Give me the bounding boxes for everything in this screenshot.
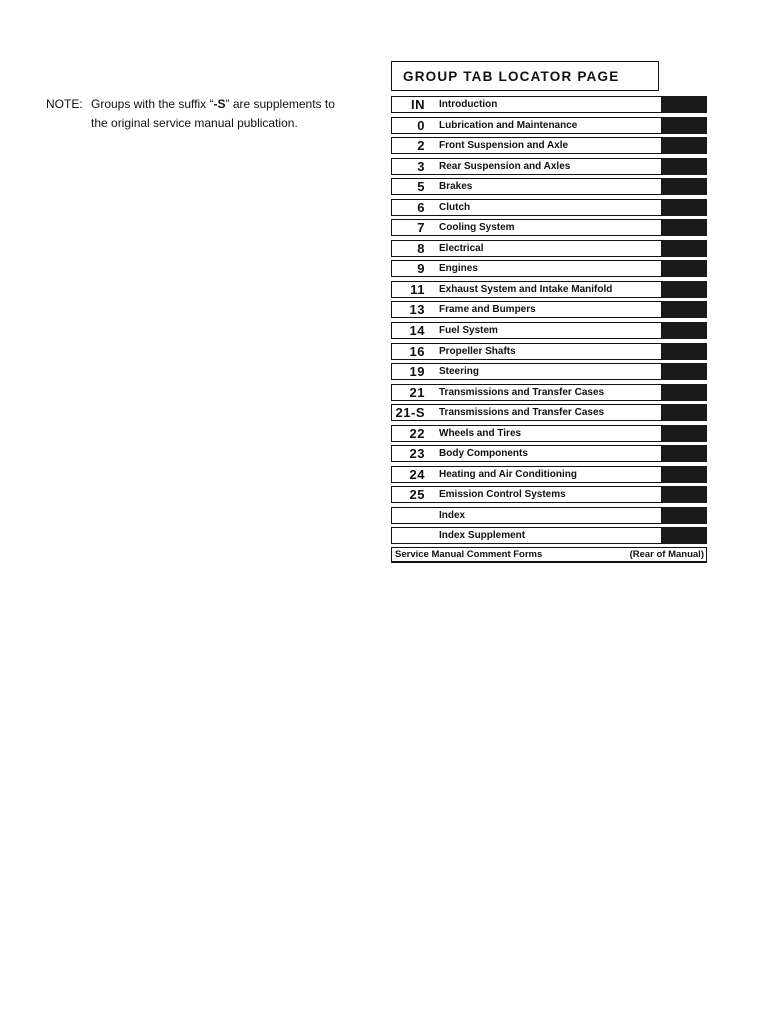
supplement-note	[46, 95, 362, 133]
tab-group-number: 0	[417, 117, 425, 133]
tab-group-name: Front Suspension and Axle	[439, 140, 569, 152]
tab-marker[interactable]	[662, 466, 707, 483]
tab-marker[interactable]	[662, 322, 707, 339]
tab-entry[interactable]	[391, 260, 662, 277]
tab-marker[interactable]	[662, 384, 707, 401]
comment-forms-location: (Rear of Manual)	[629, 549, 704, 561]
tab-entry[interactable]	[391, 322, 662, 339]
tab-entry[interactable]	[391, 281, 662, 298]
tab-row[interactable]	[391, 117, 707, 134]
tab-group-number: 2	[417, 138, 425, 154]
note-word-groups	[91, 95, 335, 114]
note-line-1	[46, 95, 362, 114]
tab-marker[interactable]	[662, 219, 707, 236]
tab-marker[interactable]	[662, 363, 707, 380]
tab-entry[interactable]	[391, 445, 662, 462]
tab-marker[interactable]	[662, 137, 707, 154]
tab-list	[391, 96, 707, 544]
tab-marker[interactable]	[662, 343, 707, 360]
tab-row[interactable]	[391, 137, 707, 154]
tab-row[interactable]	[391, 425, 707, 442]
tab-marker[interactable]	[662, 425, 707, 442]
note-label: NOTE:	[46, 97, 83, 111]
tab-group-name: Engines	[439, 263, 478, 275]
tab-group-number: 6	[417, 199, 425, 215]
tab-group-number: 25	[409, 487, 425, 503]
tab-row[interactable]	[391, 96, 707, 113]
note-text-after: ” are supplements to	[225, 97, 335, 111]
note-text-before: Groups with the suffix “	[91, 97, 214, 111]
tab-entry[interactable]	[391, 117, 662, 134]
tab-entry[interactable]	[391, 527, 662, 544]
tab-group-number: 19	[409, 364, 425, 380]
tab-row[interactable]	[391, 445, 707, 462]
tab-group-name: Index	[439, 509, 466, 521]
tab-group-number: 22	[409, 425, 425, 441]
tab-entry[interactable]	[391, 178, 662, 195]
tab-entry[interactable]	[391, 384, 662, 401]
tab-row[interactable]	[391, 322, 707, 339]
tab-group-name: Brakes	[439, 181, 473, 193]
tab-entry[interactable]	[391, 219, 662, 236]
tab-group-name: Heating and Air Conditioning	[439, 468, 577, 480]
tab-group-number: 21-S	[395, 405, 425, 421]
tab-entry[interactable]	[391, 96, 662, 113]
tab-entry[interactable]	[391, 158, 662, 175]
tab-group-name: Electrical	[439, 242, 484, 254]
tab-entry[interactable]	[391, 240, 662, 257]
tab-marker[interactable]	[662, 96, 707, 113]
tab-entry[interactable]	[391, 486, 662, 503]
note-suffix: -S	[213, 97, 226, 111]
tab-row[interactable]	[391, 178, 707, 195]
tab-entry[interactable]	[391, 363, 662, 380]
tab-marker[interactable]	[662, 404, 707, 421]
tab-row[interactable]	[391, 466, 707, 483]
tab-marker[interactable]	[662, 301, 707, 318]
tab-marker[interactable]	[662, 158, 707, 175]
tab-group-number: 13	[409, 302, 425, 318]
tab-group-name: Body Components	[439, 448, 528, 460]
tab-row[interactable]	[391, 219, 707, 236]
tab-row[interactable]	[391, 404, 707, 421]
tab-row[interactable]	[391, 384, 707, 401]
tab-group-number: 5	[417, 179, 425, 195]
comment-forms-label: Service Manual Comment Forms	[395, 549, 543, 561]
tab-group-name: Clutch	[439, 201, 471, 213]
tab-group-name: Exhaust System and Intake Manifold	[439, 283, 613, 295]
tab-entry[interactable]	[391, 404, 662, 421]
tab-group-name: Fuel System	[439, 325, 498, 337]
tab-group-name: Index Supplement	[439, 530, 526, 542]
tab-marker[interactable]	[662, 507, 707, 524]
tab-group-name: Cooling System	[439, 222, 515, 234]
note-text-first	[91, 95, 362, 114]
tab-row[interactable]	[391, 281, 707, 298]
note-text-second: the original service manual publication.	[91, 116, 298, 130]
locator-title: GROUP TAB LOCATOR PAGE	[391, 61, 659, 91]
tab-group-number: 16	[409, 343, 425, 359]
tab-marker[interactable]	[662, 178, 707, 195]
tab-group-number: 3	[417, 158, 425, 174]
tab-marker[interactable]	[662, 240, 707, 257]
tab-marker[interactable]	[662, 260, 707, 277]
tab-group-name: Steering	[439, 366, 480, 378]
tab-group-name: Wheels and Tires	[439, 427, 522, 439]
tab-entry[interactable]	[391, 301, 662, 318]
tab-row[interactable]	[391, 363, 707, 380]
tab-row[interactable]	[391, 301, 707, 318]
tab-group-name: Transmissions and Transfer Cases	[439, 386, 605, 398]
comment-forms-row[interactable]	[391, 547, 707, 563]
tab-group-number: 24	[409, 466, 425, 482]
tab-row[interactable]	[391, 199, 707, 216]
tab-row[interactable]	[391, 260, 707, 277]
tab-entry[interactable]	[391, 425, 662, 442]
tab-entry[interactable]	[391, 199, 662, 216]
tab-marker[interactable]	[662, 527, 707, 544]
tab-row[interactable]	[391, 240, 707, 257]
tab-marker[interactable]	[662, 117, 707, 134]
tab-group-number: 23	[409, 446, 425, 462]
tab-group-number: 7	[417, 220, 425, 236]
tab-group-name: Rear Suspension and Axles	[439, 160, 571, 172]
tab-group-name: Lubrication and Maintenance	[439, 119, 578, 131]
tab-group-name: Introduction	[439, 99, 498, 110]
tab-marker[interactable]	[662, 445, 707, 462]
tab-group-number: 9	[417, 261, 425, 277]
tab-entry[interactable]	[391, 466, 662, 483]
tab-group-number: 21	[409, 384, 425, 400]
tab-group-number: IN	[411, 97, 425, 112]
tab-entry[interactable]	[391, 137, 662, 154]
tab-group-name: Propeller Shafts	[439, 345, 516, 357]
tab-group-name: Frame and Bumpers	[439, 304, 536, 316]
group-tab-locator	[391, 61, 707, 563]
tab-row[interactable]	[391, 343, 707, 360]
tab-row[interactable]	[391, 527, 707, 544]
tab-marker[interactable]	[662, 281, 707, 298]
tab-group-name: Transmissions and Transfer Cases	[439, 407, 605, 419]
tab-group-number: 14	[409, 323, 425, 339]
tab-row[interactable]	[391, 507, 707, 524]
tab-group-name: Emission Control Systems	[439, 489, 566, 501]
tab-entry[interactable]	[391, 343, 662, 360]
tab-row[interactable]	[391, 158, 707, 175]
tab-group-number: 11	[410, 281, 425, 297]
tab-group-number: 8	[417, 240, 425, 256]
tab-marker[interactable]	[662, 199, 707, 216]
tab-marker[interactable]	[662, 486, 707, 503]
tab-entry[interactable]	[391, 507, 662, 524]
tab-row[interactable]	[391, 486, 707, 503]
